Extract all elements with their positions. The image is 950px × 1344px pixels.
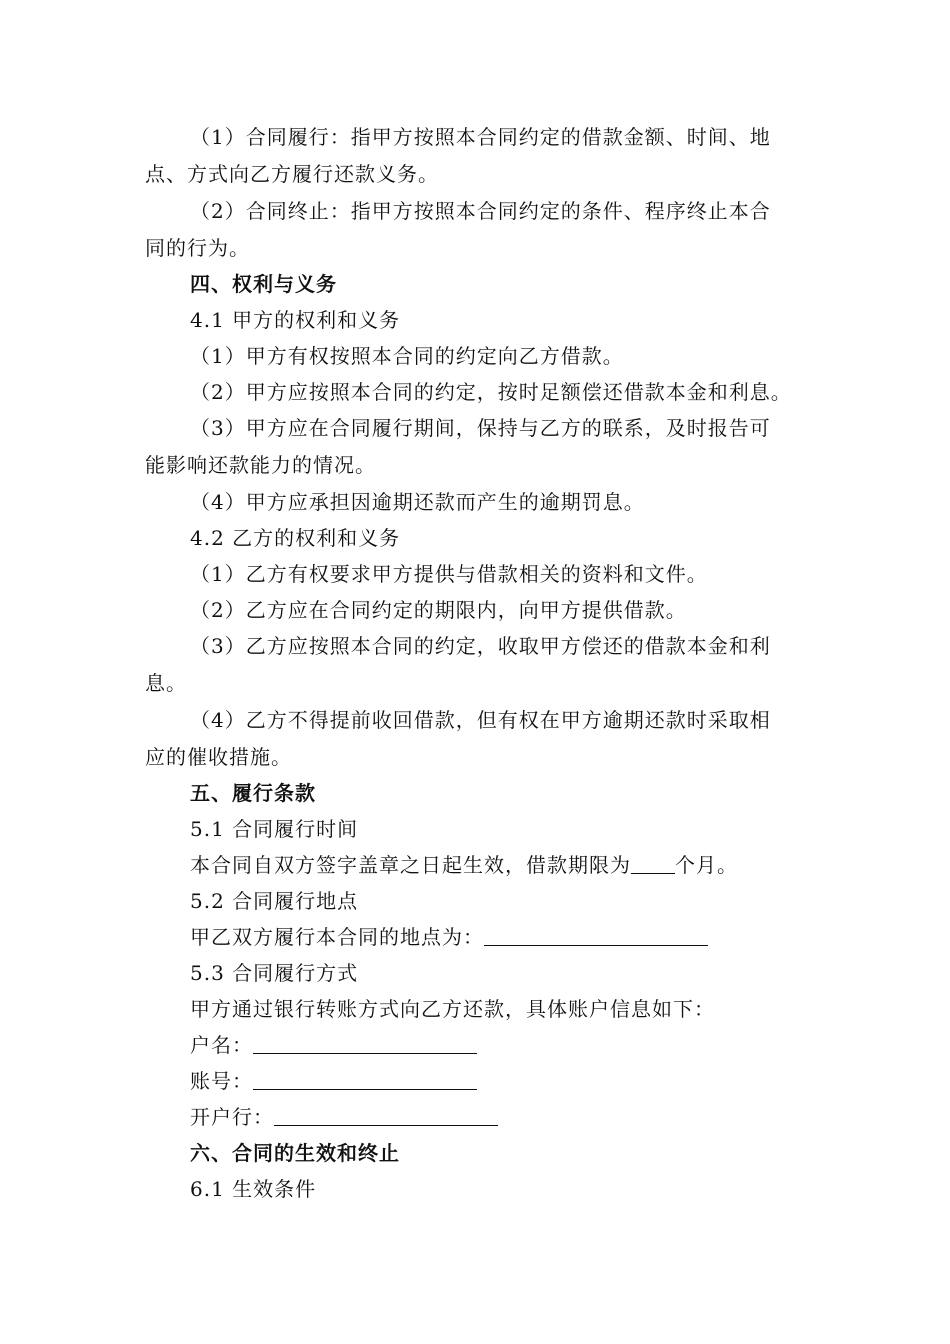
para-performance-def-2: 点、方式向乙方履行还款义务。	[145, 162, 439, 186]
clause-4-1-3-b: 能影响还款能力的情况。	[145, 453, 376, 477]
clause-4-2-1: （1）乙方有权要求甲方提供与借款相关的资料和文件。	[190, 562, 708, 586]
clause-5-2-text: 甲乙双方履行本合同的地点为：	[190, 925, 484, 949]
clause-4-2-4-b: 应的催收措施。	[145, 745, 292, 769]
heading-section-4: 四、权利与义务	[190, 272, 337, 296]
account-name-label: 户名：	[190, 1033, 253, 1057]
subheading-5-2: 5.2 合同履行地点	[190, 889, 359, 913]
para-termination-def-2: 同的行为。	[145, 236, 250, 260]
para-performance-def-1: （1）合同履行：指甲方按照本合同约定的借款金额、时间、地	[190, 125, 771, 149]
bank-row	[190, 1104, 498, 1130]
subheading-5-1: 5.1 合同履行时间	[190, 817, 359, 841]
account-number-row	[190, 1068, 477, 1094]
heading-section-5: 五、履行条款	[190, 781, 316, 805]
clause-4-1-4: （4）甲方应承担因逾期还款而产生的逾期罚息。	[190, 490, 645, 514]
loan-term-blank[interactable]	[631, 853, 675, 874]
account-name-blank[interactable]	[253, 1033, 477, 1054]
performance-place-blank[interactable]	[484, 925, 708, 946]
clause-4-2-2: （2）乙方应在合同约定的期限内，向甲方提供借款。	[190, 598, 687, 622]
clause-5-1-unit: 个月。	[675, 853, 738, 877]
subheading-5-3: 5.3 合同履行方式	[190, 961, 359, 985]
para-termination-def-1: （2）合同终止：指甲方按照本合同约定的条件、程序终止本合	[190, 199, 771, 223]
clause-4-1-3-a: （3）甲方应在合同履行期间，保持与乙方的联系，及时报告可	[190, 416, 771, 440]
clause-4-2-3-b: 息。	[145, 671, 187, 695]
account-number-blank[interactable]	[253, 1069, 477, 1090]
clause-5-1-text: 本合同自双方签字盖章之日起生效，借款期限为	[190, 853, 631, 877]
bank-label: 开户行：	[190, 1105, 274, 1129]
subheading-6-1: 6.1 生效条件	[190, 1177, 317, 1201]
subheading-4-1: 4.1 甲方的权利和义务	[190, 308, 401, 332]
clause-5-3: 甲方通过银行转账方式向乙方还款，具体账户信息如下：	[190, 997, 715, 1021]
clause-4-2-4-a: （4）乙方不得提前收回借款，但有权在甲方逾期还款时采取相	[190, 708, 771, 732]
bank-blank[interactable]	[274, 1105, 498, 1126]
clause-4-1-1: （1）甲方有权按照本合同的约定向乙方借款。	[190, 344, 624, 368]
clause-5-1	[190, 852, 738, 878]
clause-4-1-2: （2）甲方应按照本合同的约定，按时足额偿还借款本金和利息。	[190, 380, 792, 404]
clause-4-2-3-a: （3）乙方应按照本合同的约定，收取甲方偿还的借款本金和利	[190, 634, 771, 658]
account-name-row	[190, 1032, 477, 1058]
clause-5-2	[190, 924, 708, 950]
heading-section-6: 六、合同的生效和终止	[190, 1141, 400, 1165]
account-number-label: 账号：	[190, 1069, 253, 1093]
subheading-4-2: 4.2 乙方的权利和义务	[190, 526, 401, 550]
